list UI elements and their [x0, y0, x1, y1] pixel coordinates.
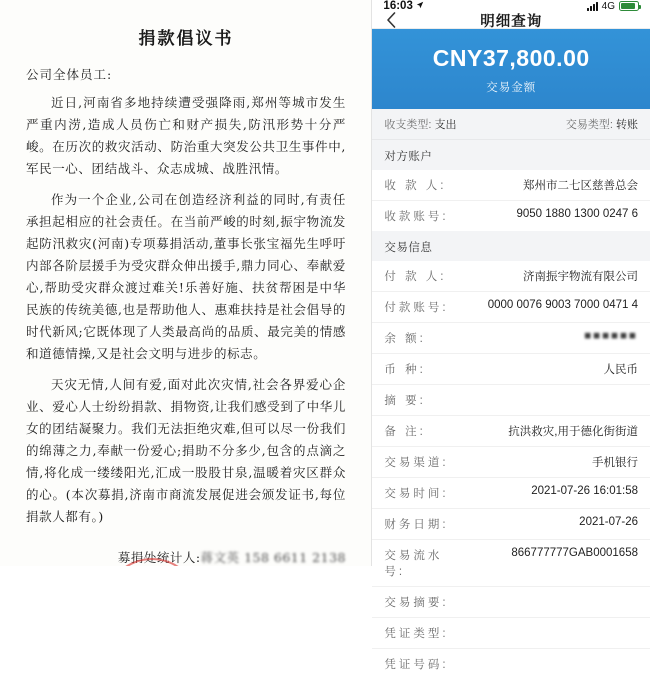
- list-item: [372, 618, 650, 649]
- currency-value: 人民币: [603, 364, 638, 376]
- payer-account-key: 付款账号:: [384, 302, 449, 314]
- balance-key: 余 额:: [384, 333, 426, 345]
- abstract-key: 摘 要:: [384, 395, 426, 407]
- signature-masked-1: 蒋文英 158 6611 2138: [200, 550, 346, 565]
- serial-number-key: 交易流水号:: [384, 550, 443, 578]
- channel-key: 交易渠道:: [384, 457, 449, 469]
- mobile-banking-pane: [371, 0, 650, 671]
- status-bar-left: [383, 0, 423, 12]
- document-page: [0, 0, 371, 566]
- document-salutation: 公司全体员工:: [26, 67, 113, 82]
- list-item: [372, 649, 650, 679]
- transaction-type: [511, 116, 638, 132]
- payer-account-value: 0000 0076 9003 7000 0471 4: [487, 299, 638, 311]
- income-expense-key: 收支类型:: [384, 119, 432, 131]
- list-item: [372, 587, 650, 618]
- remark-value: 抗洪救灾,用于德化街街道: [508, 426, 638, 438]
- income-expense-value: 支出: [434, 119, 457, 131]
- finance-date-key: 财务日期:: [384, 519, 449, 531]
- counterparty-section-title: 对方账户: [372, 140, 650, 170]
- transaction-amount: CNY37,800.00: [432, 45, 590, 71]
- transaction-section-title: 交易信息: [372, 231, 650, 261]
- balance-value: ■■■■■■: [584, 330, 638, 342]
- payee-name-value: 郑州市二七区慈善总会: [523, 180, 638, 192]
- transaction-type-value: 转账: [616, 119, 639, 131]
- signal-bars-icon: [587, 2, 598, 11]
- nav-bar: [372, 12, 650, 29]
- list-item: [372, 170, 650, 201]
- list-item: [372, 478, 650, 509]
- battery-icon: [619, 1, 639, 11]
- income-expense-type: [384, 116, 511, 132]
- payee-account-key: 收款账号:: [384, 211, 449, 223]
- document-paragraph-1: 近日,河南省多地持续遭受强降雨,郑州等城市发生严重内涝,造成人员伤亡和财产损失,防汛形势十分严峻。在历次的救灾活动、防治重大突发公共卫生事件中,军民一心、团结战斗、众志成城、战胜汛情。: [26, 95, 346, 176]
- voucher-number-key: 凭证号码:: [384, 659, 449, 671]
- chevron-left-icon[interactable]: [372, 12, 410, 28]
- status-time: 16:03: [383, 0, 413, 12]
- payer-name-value: 济南振宇物流有限公司: [523, 271, 638, 283]
- signature-line-1: [26, 546, 346, 566]
- document-signature-block: [26, 546, 346, 566]
- document-paragraph-2: 作为一个企业,公司在创造经济利益的同时,有责任承担起相应的社会责任。在当前严峻的时刻,振宇物流发起防汛救灾(河南)专项募捐活动,董事长张宝福先生呼吁内部各阶层援手为受灾群众伸出援手,鼎力同心、奉献爱心,帮助受灾群众渡过难关!乐善好施、扶贫帮困是中华民族的传统美德,也是帮助他人、惠难扶持是社会倡导的时代新风;它既体现了人类最高尚的品质、最完美的情感和道德情操,又是社会文明与进步的标志。: [26, 192, 346, 361]
- list-item: [372, 447, 650, 478]
- location-arrow-icon: [416, 0, 424, 12]
- document-paragraph-3: 天灾无情,人间有爱,面对此次灾情,社会各界爱心企业、爱心人士纷纷捐款、捐物资,让我们感受到了中华儿女的团结凝聚力。我们无法拒绝灾难,但可以尽一份我们的绵薄之力,奉献一份爱心;捐助不分多少,包含的点滴之情,将化成一缕缕阳光,汇成一股股甘泉,温暖着灾区群众的心。(本次募捐,济南市商流发展促进会颁发证书,每位捐款人都有。): [26, 377, 346, 524]
- amount-card: [372, 29, 650, 109]
- payer-name-key: 付 款 人:: [384, 271, 447, 283]
- trade-time-key: 交易时间:: [384, 488, 449, 500]
- voucher-type-key: 凭证类型:: [384, 628, 449, 640]
- network-label: 4G: [601, 0, 615, 12]
- page-title: 明细查询: [480, 13, 543, 30]
- list-item: [372, 509, 650, 540]
- channel-value: 手机银行: [592, 457, 638, 469]
- payee-name-key: 收 款 人:: [384, 180, 447, 192]
- finance-date-value: 2021-07-26: [579, 516, 638, 528]
- trade-time-value: 2021-07-26 16:01:58: [531, 485, 638, 497]
- counterparty-list: [372, 170, 650, 231]
- signature-prefix-1: 募捐处统计人:: [117, 550, 201, 565]
- list-item: [372, 292, 650, 323]
- list-item: [372, 323, 650, 354]
- list-item: [372, 354, 650, 385]
- payee-account-value: 9050 1880 1300 0247 6: [516, 208, 638, 220]
- serial-number-value: 866777777GAB0001658: [511, 547, 638, 559]
- remark-key: 备 注:: [384, 426, 426, 438]
- transaction-type-key: 交易类型:: [565, 119, 613, 131]
- list-item: [372, 385, 650, 416]
- status-bar: [372, 0, 650, 12]
- trade-summary-key: 交易摘要:: [384, 597, 449, 609]
- list-item: [372, 261, 650, 292]
- document-scan-pane: [0, 0, 371, 566]
- meta-row: [372, 109, 650, 140]
- transaction-list: [372, 261, 650, 679]
- transaction-amount-label: 交易金额: [486, 82, 537, 94]
- list-item: [372, 201, 650, 231]
- currency-key: 币 种:: [384, 364, 426, 376]
- list-item: [372, 540, 650, 587]
- document-title: 捐款倡议书: [138, 29, 234, 49]
- list-item: [372, 416, 650, 447]
- status-bar-right: [587, 1, 639, 12]
